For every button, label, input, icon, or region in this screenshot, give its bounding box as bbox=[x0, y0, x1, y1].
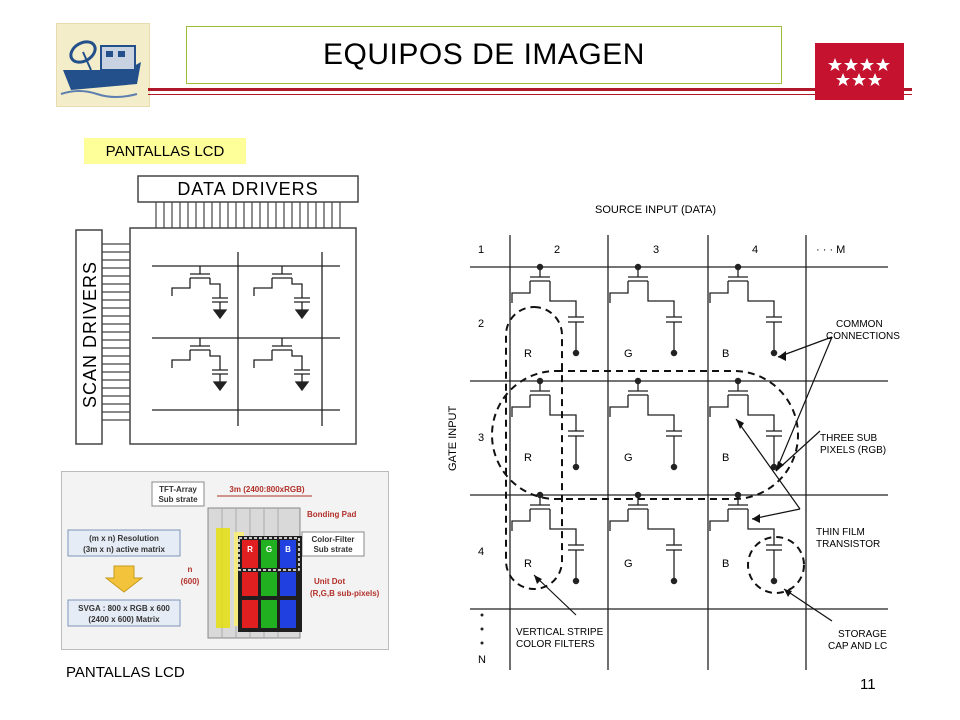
tft-array-label: TFT-Array bbox=[159, 485, 197, 494]
vertical-stripe-outline bbox=[506, 307, 562, 589]
tft-array-illustration bbox=[61, 471, 389, 650]
common-connections-label: COMMON bbox=[836, 319, 883, 330]
color-filter-label: Color-Filter bbox=[311, 535, 355, 544]
bonding-pad-label: Bonding Pad bbox=[307, 510, 357, 519]
row-4-label: 4 bbox=[478, 546, 485, 558]
unit-dot-label: Unit Dot bbox=[314, 577, 346, 586]
subpixel-b-label: B bbox=[285, 545, 291, 554]
data-drivers-label: DATA DRIVERS bbox=[177, 179, 319, 199]
vertical-stripe-label: VERTICAL STRIPE bbox=[516, 627, 604, 638]
footer-source-label: PANTALLAS LCD bbox=[66, 664, 185, 681]
row-2-label: 2 bbox=[478, 318, 485, 330]
svga-label: SVGA : 800 x RGB x 600 bbox=[78, 604, 170, 613]
row2-r-label: R bbox=[524, 348, 532, 360]
row3-b-label: B bbox=[722, 452, 730, 464]
column-m-label: · · · M bbox=[816, 244, 846, 256]
common-connections-label-2: CONNECTIONS bbox=[826, 331, 900, 342]
storage-label-2: CAP AND LC bbox=[828, 641, 888, 652]
unit-dot-subpixels-label: (R,G,B sub-pixels) bbox=[310, 589, 380, 598]
three-sub-pixels-label: THREE SUB bbox=[820, 433, 878, 444]
gate-input-label: GATE INPUT bbox=[447, 405, 459, 471]
width-dimension-label: 3m (2400:800xRGB) bbox=[229, 485, 305, 494]
subpixel-g-label: G bbox=[265, 545, 273, 554]
color-filter-substrate-label: Sub strate bbox=[313, 545, 353, 554]
three-sub-pixels-label-2: PIXELS (RGB) bbox=[820, 445, 887, 456]
row4-g-label: G bbox=[624, 558, 633, 570]
column-4-label: 4 bbox=[752, 244, 759, 256]
row3-r-label: R bbox=[524, 452, 532, 464]
row4-r-label: R bbox=[524, 558, 532, 570]
n-value-label: (600) bbox=[180, 577, 200, 586]
tft-array-substrate-label: Sub strate bbox=[158, 495, 198, 504]
title-underline bbox=[148, 88, 912, 96]
row2-b-label: B bbox=[722, 348, 730, 360]
lcd-driver-matrix-diagram bbox=[72, 172, 362, 453]
three-subpixels-outline bbox=[492, 371, 798, 499]
column-1-label: 1 bbox=[478, 244, 485, 256]
thin-film-transistor-label: THIN FILM bbox=[816, 527, 865, 538]
row-3-label: 3 bbox=[478, 432, 485, 444]
vertical-stripe-label-2: COLOR FILTERS bbox=[516, 639, 595, 650]
page-title: EQUIPOS DE IMAGEN bbox=[323, 38, 645, 71]
active-matrix-schematic bbox=[440, 195, 910, 675]
row-n-label: N bbox=[478, 654, 486, 666]
n-label: n bbox=[187, 565, 193, 574]
resolution-label: (m x n) Resolution bbox=[89, 534, 159, 543]
column-3-label: 3 bbox=[653, 244, 660, 256]
storage-label: STORAGE bbox=[838, 629, 887, 640]
active-matrix-label: (3m x n) active matrix bbox=[83, 545, 165, 554]
row4-b-label: B bbox=[722, 558, 730, 570]
community-flag-icon bbox=[815, 43, 904, 100]
thin-film-transistor-label-2: TRANSISTOR bbox=[816, 539, 881, 550]
source-input-label: SOURCE INPUT (DATA) bbox=[595, 204, 717, 216]
svga-matrix-label: (2400 x 600) Matrix bbox=[88, 615, 160, 624]
column-2-label: 2 bbox=[554, 244, 561, 256]
scan-drivers-label: SCAN DRIVERS bbox=[80, 260, 100, 408]
satellite-ship-logo-icon bbox=[56, 23, 150, 107]
section-label: PANTALLAS LCD bbox=[84, 138, 246, 164]
page-number: 11 bbox=[860, 676, 876, 693]
title-box bbox=[186, 26, 782, 84]
row3-g-label: G bbox=[624, 452, 633, 464]
subpixel-r-label: R bbox=[247, 545, 253, 554]
row2-g-label: G bbox=[624, 348, 633, 360]
